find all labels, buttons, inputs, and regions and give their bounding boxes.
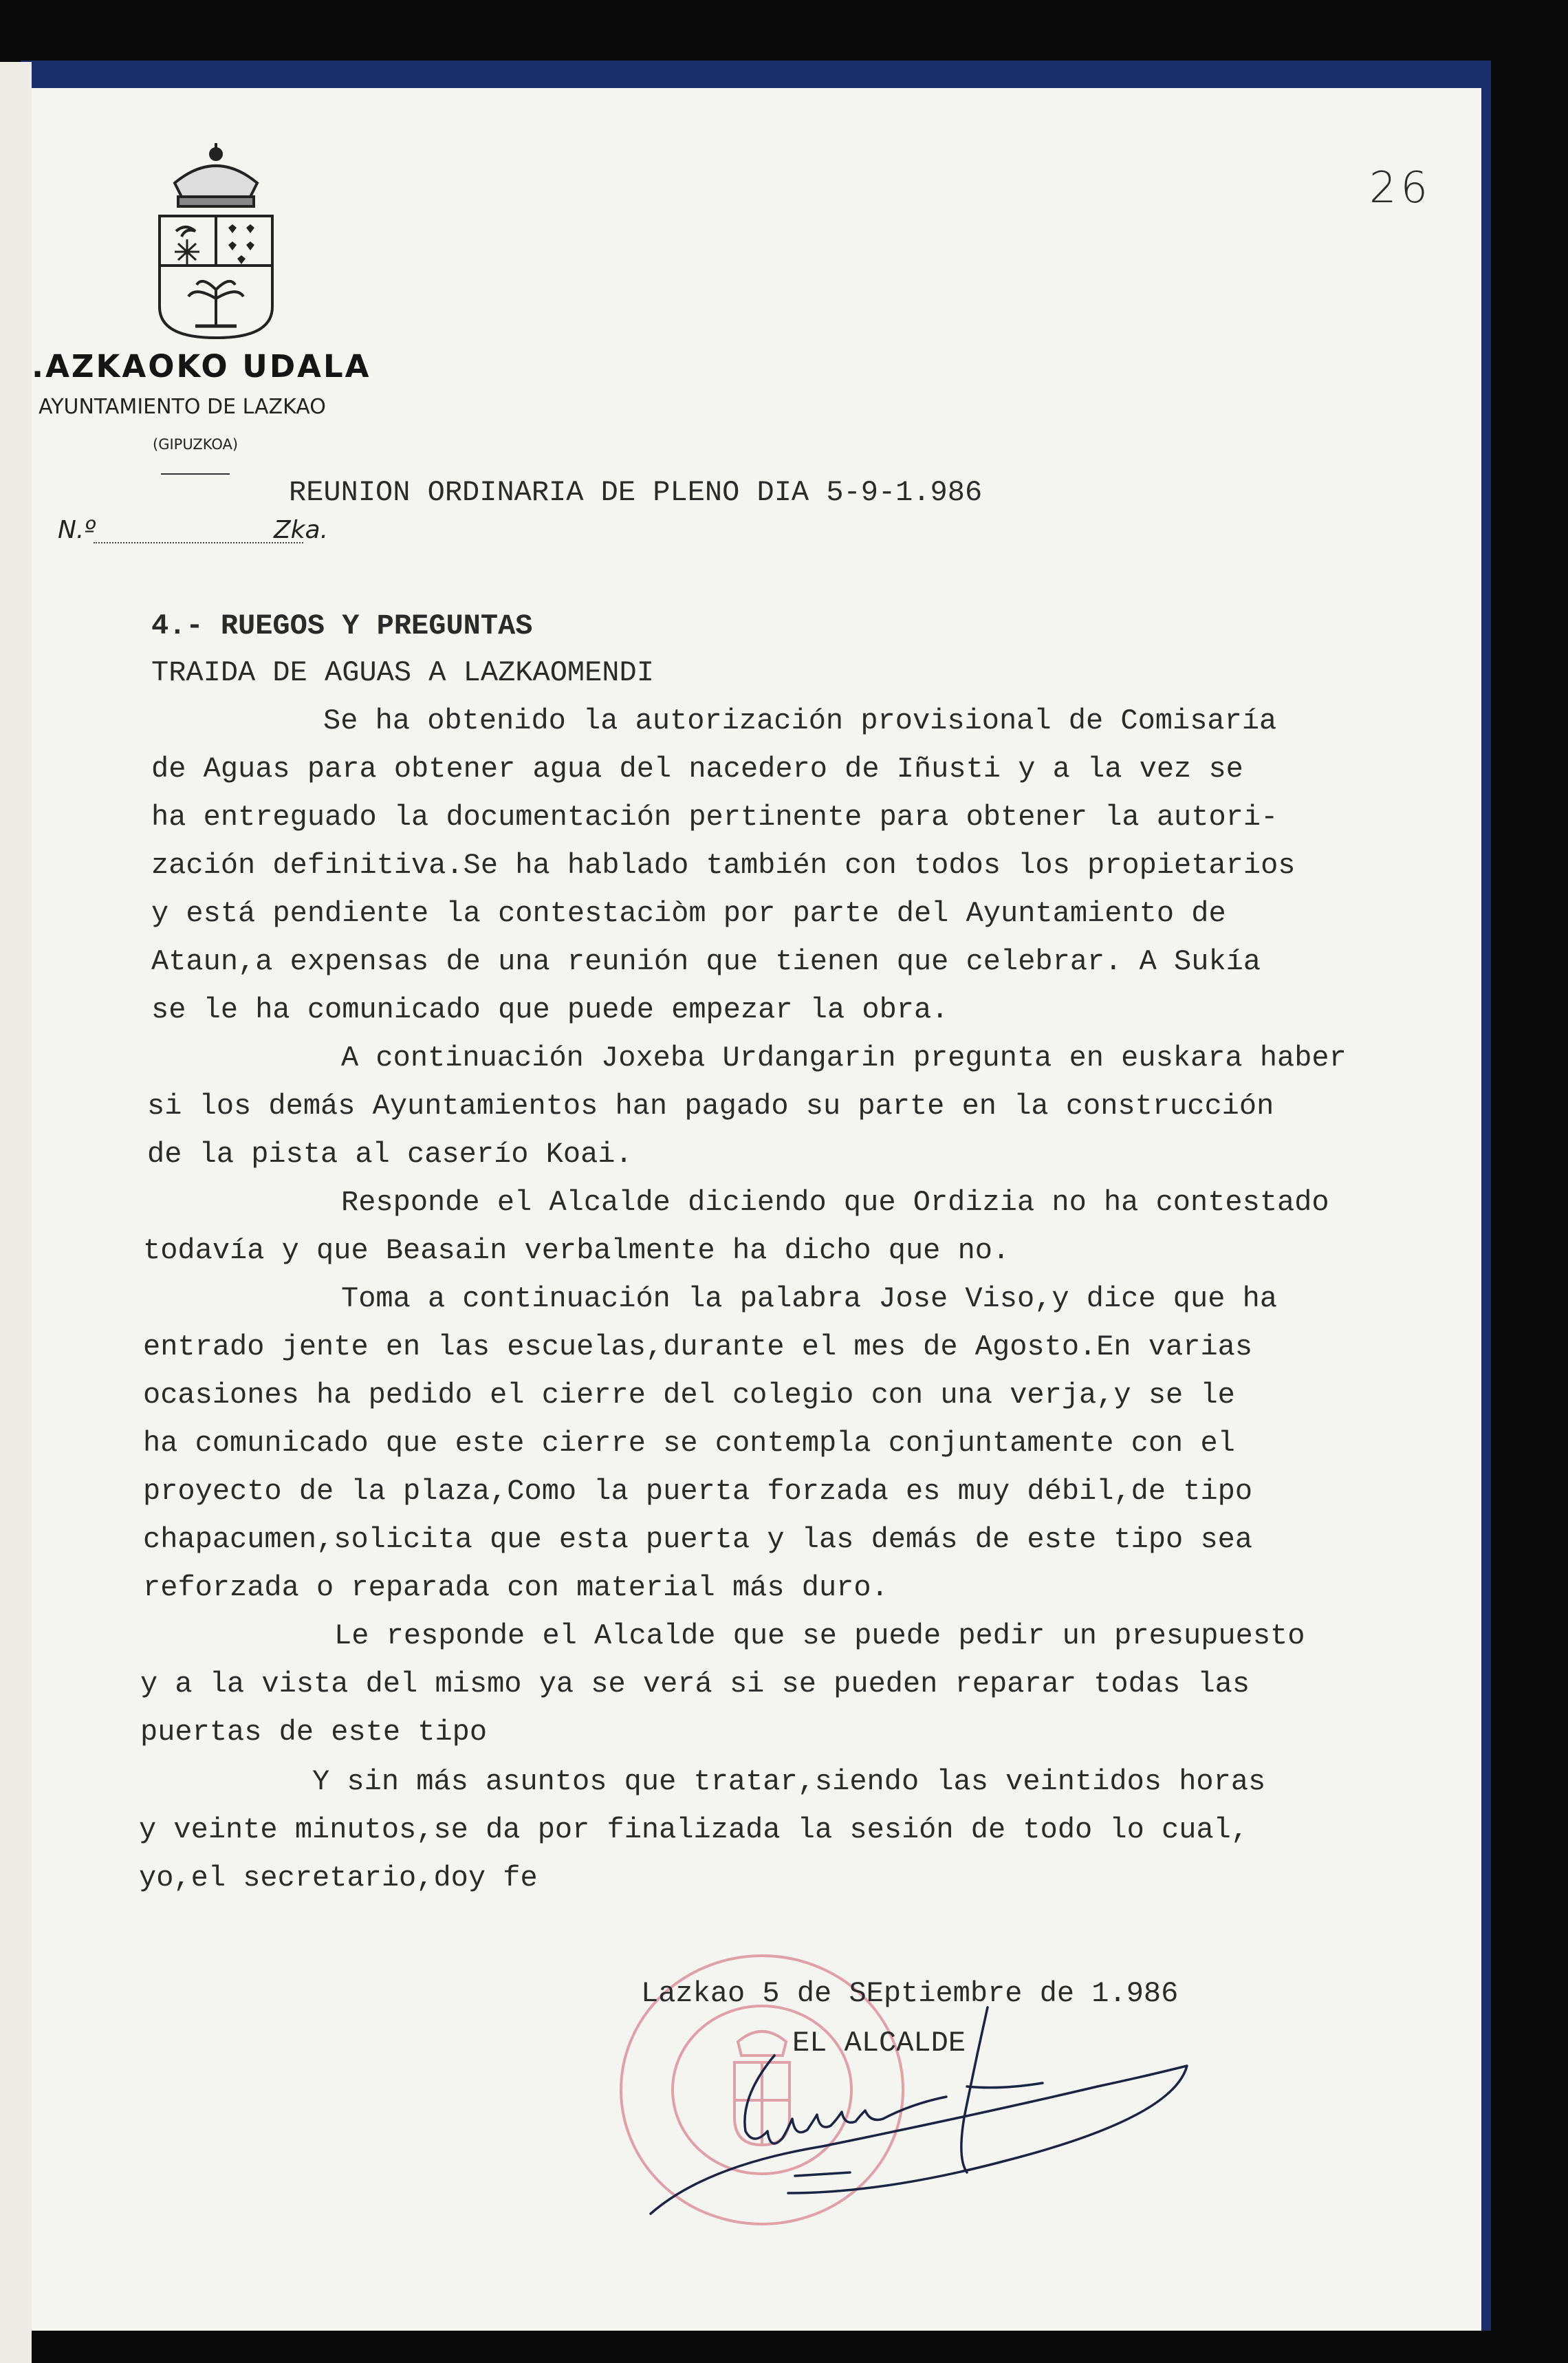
body-line: yo,el secretario,doy fe (139, 1862, 538, 1895)
body-line: Y sin más asuntos que tratar,siendo las veintidos horas (312, 1765, 1266, 1798)
number-suffix: Zka. (274, 516, 329, 544)
body-line: si los demás Ayuntamientos han pagado su parte en la construcción (147, 1090, 1274, 1123)
adjacent-page-edge (0, 62, 32, 2363)
body-line: ocasiones ha pedido el cierre del colegio con una verja,y se le (143, 1379, 1235, 1412)
body-line: y a la vista del mismo ya se verá si se pueden reparar todas las (140, 1668, 1250, 1701)
subheading: TRAIDA DE AGUAS A LAZKAOMENDI (151, 656, 654, 689)
document-title: REUNION ORDINARIA DE PLENO DIA 5-9-1.986 (289, 476, 983, 509)
number-label: N.º (58, 516, 96, 544)
body-line: de la pista al caserío Koai. (147, 1138, 633, 1171)
mayor-signature (623, 1966, 1242, 2255)
body-line: proyecto de la plaza,Como la puerta forzada es muy débil,de tipo (143, 1475, 1253, 1508)
number-blank-line (94, 542, 303, 543)
document-page (32, 88, 1481, 2331)
body-line: y veinte minutos,se da por finalizada la sesión de todo lo cual, (139, 1813, 1249, 1846)
body-line: ha entreguado la documentación pertinente para obtener la autori- (151, 801, 1278, 834)
body-line: ha comunicado que este cierre se contempla conjuntamente con el (143, 1427, 1235, 1460)
body-line: Le responde el Alcalde que se puede pedir un presupuesto (334, 1619, 1305, 1652)
body-line: todavía y que Beasain verbalmente ha dicho que no. (143, 1234, 1010, 1267)
body-line: Toma a continuación la palabra Jose Viso,y dice que ha (341, 1282, 1278, 1315)
place-and-date: Lazkao 5 de SEptiembre de 1.986 (641, 1977, 1179, 2010)
body-line: Ataun,a expensas de una reunión que tienen que celebrar. A Sukía (151, 945, 1261, 978)
body-line: entrado jente en las escuelas,durante el mes de Agosto.En varias (143, 1330, 1253, 1363)
body-line: se le ha comunicado que puede empezar la obra. (151, 993, 949, 1026)
body-line: reforzada o reparada con material más duro. (143, 1571, 889, 1604)
organization-province: (GIPUZKOA) (153, 436, 239, 453)
body-line: y está pendiente la contestaciòm por parte del Ayuntamiento de (151, 897, 1226, 930)
page-number: 26 (1369, 162, 1432, 213)
binder-edge-top (21, 61, 1485, 88)
body-line: chapacumen,solicita que esta puerta y las demás de este tipo sea (143, 1523, 1253, 1556)
body-line: Responde el Alcalde diciendo que Ordizia no ha contestado (341, 1186, 1329, 1219)
organization-name: .AZKAOKO UDALA (32, 348, 371, 385)
letterhead-divider (161, 473, 230, 475)
section-heading: 4.- RUEGOS Y PREGUNTAS (151, 609, 533, 643)
body-line: A continuación Joxeba Urdangarin pregunta en euskara haber (341, 1042, 1347, 1075)
body-line: de Aguas para obtener agua del nacedero de Iñusti y a la vez se (151, 753, 1243, 786)
body-line: zación definitiva.Se ha hablado también con todos los propietarios (151, 849, 1296, 882)
body-line: Se ha obtenido la autorización provisional de Comisaría (323, 704, 1277, 737)
organization-subtitle: AYUNTAMIENTO DE LAZKAO (39, 395, 326, 419)
signatory-title: EL ALCALDE (792, 2027, 966, 2060)
coat-of-arms-icon (147, 142, 285, 341)
body-line: puertas de este tipo (140, 1716, 488, 1749)
